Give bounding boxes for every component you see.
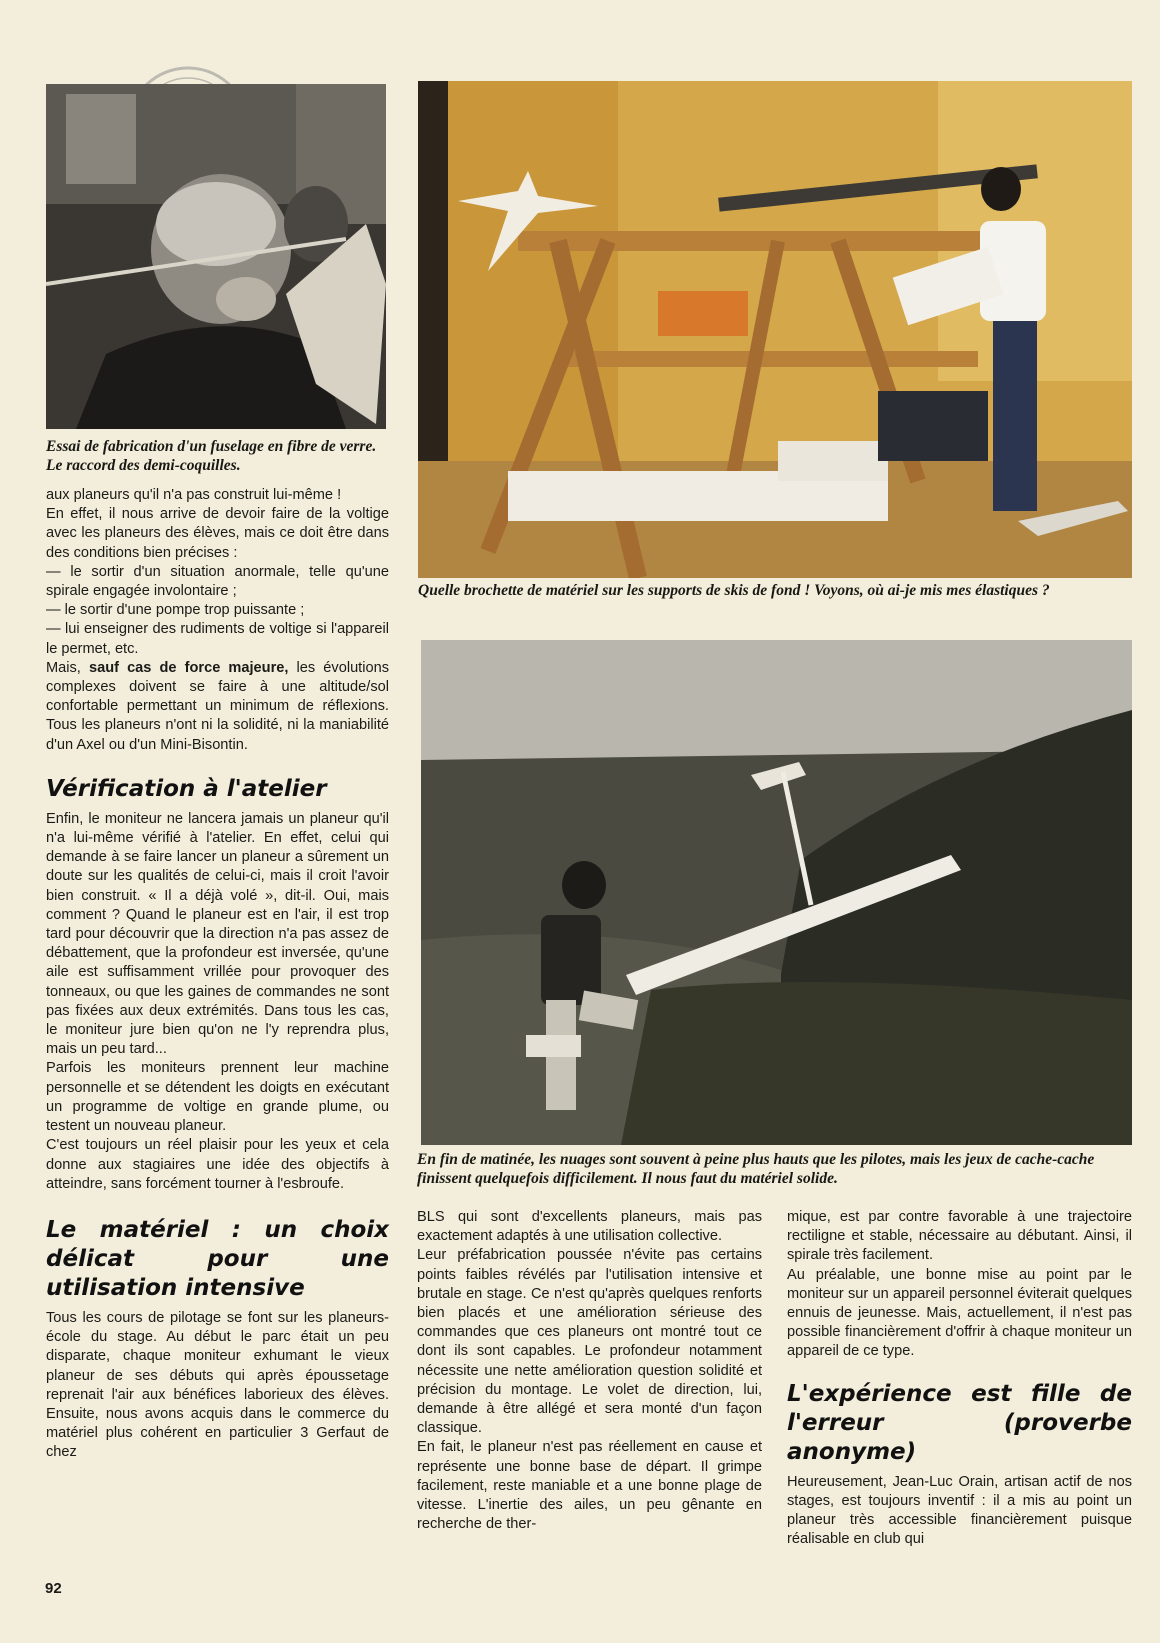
list-item: — lui enseigner des rudiments de voltige si l'appareil le permet, etc. <box>46 621 389 657</box>
caption-foggy-launch: En fin de matinée, les nuages sont souvent à peine plus hauts que les pilotes, mais les jeux de cache-cache finissent quelquefois difficilement. Il nous faut du matériel solide. <box>417 1151 1095 1187</box>
paragraph: Leur préfabrication poussée n'évite pas certains points faibles révélés par l'utilisation intensive et brutale en stage. Ce n'est qu'après quelques renforts bien placés et une amélioration sérieuse des commandes que ces planeurs ont montré tout ce dont ils sont capables. Le profondeur notamment nécessite une nette amélioration question solidité et précision du montage. Le volet de direction, lui, demande à être allégé et sera monté d'un façon classique. <box>417 1247 762 1437</box>
photo-workshop-racks <box>418 81 1132 578</box>
paragraph: Heureusement, Jean-Luc Orain, artisan actif de nos stages, est toujours inventif : il a mis au point un planeur très accessible financièrement puisque réalisable en club qui <box>787 1473 1132 1548</box>
heading-experience: L'expérience est fille de l'erreur (proverbe anonyme) <box>787 1380 1132 1465</box>
bold-emphasis: sauf cas de force majeure, <box>88 659 289 676</box>
caption-workshop-racks: Quelle brochette de matériel sur les supports de skis de fond ! Voyons, où ai-je mis mes élastiques ? <box>418 582 1050 599</box>
paragraph <box>46 659 389 755</box>
paragraph: En fait, le planeur n'est pas réellement en cause et représente une bonne base de départ. Il grimpe facilement, reste maniable et a une bonne plage de vitesse. L'inertie des ailes, un peu gênante en recherche de ther- <box>417 1439 762 1533</box>
paragraph: Au préalable, une bonne mise au point par le moniteur sur un appareil personnel éviterait quelques ennuis de jeunesse. Mais, actuellement, il n'est pas possible financièrement d'offrir à chaque moniteur un appareil de ce type. <box>787 1266 1132 1360</box>
paragraph: BLS qui sont d'excellents planeurs, mais pas exactement adaptés à une utilisation collective. <box>417 1209 762 1245</box>
photo-fiberglass-fuselage <box>46 84 386 429</box>
list-item: — le sortir d'une pompe trop puissante ; <box>46 602 305 619</box>
paragraph: mique, est par contre favorable à une trajectoire rectiligne et stable, nécessaire au débutant. Ainsi, il spirale très facilement. <box>787 1209 1132 1264</box>
text-column-2 <box>417 1208 762 1534</box>
paragraph: aux planeurs qu'il n'a pas construit lui-même ! <box>46 487 342 503</box>
list-item: — le sortir d'un situation anormale, telle qu'une spirale engagée involontaire ; <box>46 563 389 600</box>
heading-verification: Vérification à l'atelier <box>46 775 327 802</box>
paragraph: Parfois les moniteurs prennent leur machine personnelle et se détendent les doigts en exécutant un programme de voltige en grande plume, ou testent un nouveau planeur. <box>46 1060 389 1135</box>
paragraph: En effet, il nous arrive de devoir faire de la voltige avec les planeurs des élèves, mais ce doit être dans des conditions bien précises : <box>46 506 389 561</box>
page-number: 92 <box>45 1580 62 1597</box>
heading-materiel: Le matériel : un choix délicat pour une utilisation intensive <box>46 1216 389 1301</box>
text-span: les évolutions complexes doivent se faire à une altitude/sol confortable permettant un minimum de réflexions. Tous les planeurs n'ont ni la solidité, ni la maniabilité d'un Axel ou d'un Mini-Bisontin. <box>46 659 390 753</box>
paragraph: Tous les cours de pilotage se font sur les planeurs-école du stage. Au début le parc était un peu disparate, chaque moniteur exhumant le vieux planeur de ses débuts qui après époussetage reprenait l'air aux bénéfices laborieux des élèves. Ensuite, nous avons acquis dans le commerce du matériel plus cohérent en particulier 3 Gerfaut de chez <box>46 1309 389 1461</box>
text-span: Mais, <box>46 659 89 676</box>
caption-fiberglass-fuselage: Essai de fabrication d'un fuselage en fibre de verre. Le raccord des demi-coquilles. <box>46 438 377 474</box>
paragraph: C'est toujours un réel plaisir pour les yeux et cela donne aux stagiaires une idée des objectifs à atteindre, sans forcément tourner à l'esbroufe. <box>46 1137 389 1192</box>
paragraph: Enfin, le moniteur ne lancera jamais un planeur qu'il n'a lui-même vérifié à l'atelier. En effet, celui qui demande à se faire lancer un planeur a sûrement un doute sur les qualités de celui-ci, mais il croit l'avoir bien construit. « Il a déjà volé », dit-il. Oui, mais comment ? Quand le planeur est en l'air, il est trop tard pour découvrir que la direction n'a pas assez de débattement, que la profondeur est inversée, qu'une aile est suffisamment vrillée pour provoquer des tonneaux, ou que les gaines de commandes ne sont pas fixées aux deux extrémités. Dans tous les cas, le moniteur jure bien qu'on ne l'y reprendra plus, mais un peu tard... <box>46 810 389 1058</box>
photo-foggy-launch <box>421 640 1132 1145</box>
text-column-1 <box>46 486 389 1463</box>
text-column-3 <box>787 1208 1132 1549</box>
